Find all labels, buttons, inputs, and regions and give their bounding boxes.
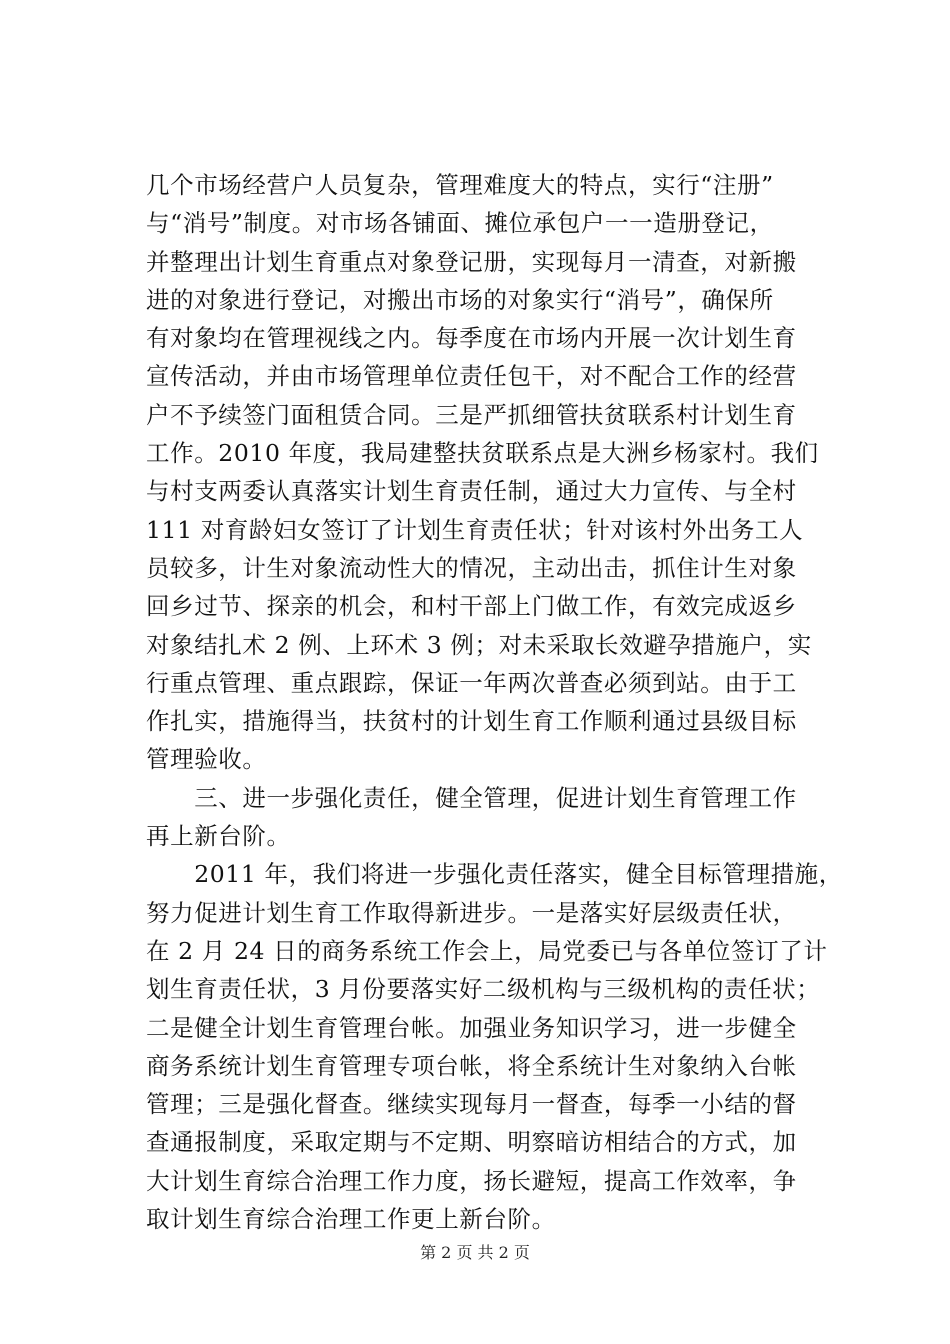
text-line: 作扎实，措施得当，扶贫村的计划生育工作顺利通过县级目标: [146, 707, 797, 736]
text-line: 并整理出计划生育重点对象登记册，实现每月一清查，对新搬: [146, 247, 797, 276]
text-line: 商务系统计划生育管理专项台帐，将全系统计生对象纳入台帐: [146, 1051, 797, 1080]
text-line: 努力促进计划生育工作取得新进步。一是落实好层级责任状，: [146, 898, 797, 927]
text-line: 与“消号”制度。对市场各铺面、摊位承包户一一造册登记，: [146, 209, 774, 238]
text-line: 2011 年，我们将进一步强化责任落实，健全目标管理措施，: [146, 860, 843, 889]
text-line: 取计划生育综合治理工作更上新台阶。: [146, 1205, 556, 1234]
text-line: 二是健全计划生育管理台帐。加强业务知识学习，进一步健全: [146, 1013, 797, 1042]
text-line: 户不予续签门面租赁合同。三是严抓细管扶贫联系村计划生育: [146, 400, 797, 429]
body-text: [146, 166, 846, 1238]
text-line: 在 2 月 24 日的商务系统工作会上，局党委已与各单位签订了计: [146, 936, 828, 965]
text-line: 行重点管理、重点跟踪，保证一年两次普查必须到站。由于工: [146, 668, 797, 697]
text-line: 回乡过节、探亲的机会，和村干部上门做工作，有效完成返乡: [146, 592, 797, 621]
text-line: 查通报制度，采取定期与不定期、明察暗访相结合的方式，加: [146, 1128, 797, 1157]
text-line: 111 对育龄妇女签订了计划生育责任状；针对该村外出务工人: [146, 515, 804, 544]
text-line: 划生育责任状，3 月份要落实好二级机构与三级机构的责任状；: [146, 975, 821, 1004]
text-line: 宣传活动，并由市场管理单位责任包干，对不配合工作的经营: [146, 362, 797, 391]
text-line: 工作。2010 年度，我局建整扶贫联系点是大洲乡杨家村。我们: [146, 439, 819, 468]
text-line: 有对象均在管理视线之内。每季度在市场内开展一次计划生育: [146, 324, 797, 353]
text-line: 管理；三是强化督查。继续实现每月一督查，每季一小结的督: [146, 1090, 797, 1119]
section-heading-line: 再上新台阶。: [146, 822, 291, 851]
text-line: 大计划生育综合治理工作力度，扬长避短，提高工作效率，争: [146, 1166, 797, 1195]
text-line: 进的对象进行登记，对搬出市场的对象实行“消号”，确保所: [146, 285, 774, 314]
section-heading-line: 三、进一步强化责任，健全管理，促进计划生育管理工作: [146, 783, 797, 812]
text-line: 对象结扎术 2 例、上环术 3 例；对未采取长效避孕措施户，实: [146, 630, 812, 659]
page-number-footer: 第 2 页 共 2 页: [420, 1243, 530, 1262]
text-line: 管理验收。: [146, 745, 267, 774]
text-line: 员较多，计生对象流动性大的情况，主动出击，抓住计生对象: [146, 553, 797, 582]
text-line: 几个市场经营户人员复杂，管理难度大的特点，实行“注册”: [146, 171, 774, 199]
text-line: 与村支两委认真落实计划生育责任制，通过大力宣传、与全村: [146, 477, 797, 506]
